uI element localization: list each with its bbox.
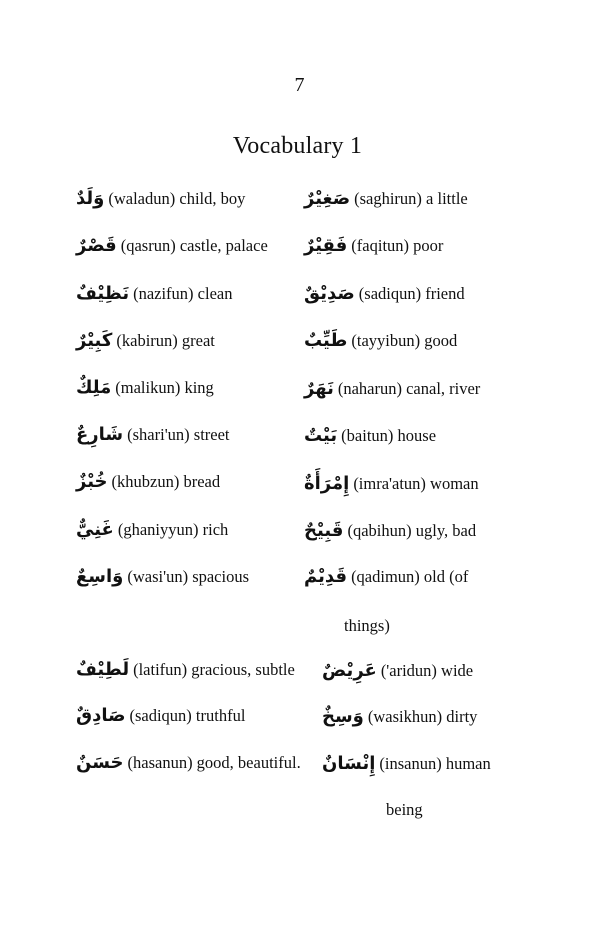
arabic-word: طَيِّبٌ [304,330,348,351]
transliteration-meaning: (insanun) human [379,754,491,773]
transliteration-meaning: (wasikhun) dirty [367,707,478,726]
arabic-word: حَسَنٌ [76,752,124,773]
transliteration-meaning: (nazifun) clean [133,284,233,303]
vocab-entry [322,705,477,729]
vocab-entry [304,519,476,543]
arabic-word: وَلَدٌ [76,188,105,209]
arabic-word: قَدِيْمٌ [304,566,348,587]
vocab-entry [304,565,468,589]
transliteration-meaning: (hasanun) good, beautiful. [127,753,301,772]
vocab-entry [304,329,457,353]
arabic-word: وَاسِعٌ [76,566,124,587]
continuation-text: being [386,800,423,819]
vocab-entry [76,329,215,353]
vocab-entry [76,423,230,447]
transliteration-meaning: (malikun) king [115,378,214,397]
vocab-entry [322,659,473,683]
arabic-word: صَدِيْقٌ [304,283,355,304]
arabic-word: نَظِيْفٌ [76,283,130,304]
arabic-word: غَنِيٌّ [76,519,114,540]
vocab-entry [76,376,214,400]
page-number [0,74,595,97]
arabic-word: إِمْرَأَةٌ [304,473,350,494]
arabic-word: قَبِيْحٌ [304,520,344,541]
transliteration-meaning: (latifun) gracious, subtle [133,660,295,679]
vocab-entry [76,751,301,775]
transliteration-meaning: (tayyibun) good [351,331,458,350]
transliteration-meaning: (waladun) child, boy [108,189,246,208]
vocab-entry [76,282,232,306]
vocab-entry [76,470,220,494]
vocab-entry [304,472,479,496]
transliteration-meaning: (naharun) canal, river [337,379,481,398]
transliteration-meaning: (qadimun) old (of [351,567,469,586]
transliteration-meaning: (shari'un) street [127,425,230,444]
arabic-word: مَلِكٌ [76,377,112,398]
arabic-word: صَادِقٌ [76,705,126,726]
arabic-word: فَقِيْرٌ [304,235,348,256]
transliteration-meaning: (saghirun) a little [354,189,468,208]
arabic-word: بَيْتٌ [304,425,338,446]
transliteration-meaning: (qasrun) castle, palace [120,236,268,255]
arabic-word: نَهَرٌ [304,378,334,399]
vocab-entry [76,234,268,258]
arabic-word: قَصْرٌ [76,235,117,256]
arabic-word: إِنْسَانٌ [322,753,376,774]
vocab-entry [304,424,436,448]
transliteration-meaning: (sadiqun) friend [358,284,465,303]
transliteration-meaning: (faqitun) poor [351,236,444,255]
arabic-word: وَسِخٌ [322,706,364,727]
transliteration-meaning: (wasi'un) spacious [127,567,250,586]
page-number-text: 7 [294,74,305,96]
vocab-entry [76,518,228,542]
arabic-word: كَبِيْرٌ [76,330,113,351]
transliteration-meaning: (baitun) house [341,426,437,445]
arabic-word: خُبْزٌ [76,471,108,492]
vocab-entry [304,234,443,258]
continuation-text: things) [344,616,390,635]
vocab-entry [304,282,465,306]
arabic-word: صَغِيْرٌ [304,188,351,209]
transliteration-meaning: (khubzun) bread [111,472,221,491]
transliteration-meaning: (qabihun) ugly, bad [347,521,477,540]
vocab-entry [76,187,245,211]
vocab-entry [304,377,480,401]
vocab-entry [322,752,491,776]
vocab-entry [76,658,295,682]
vocab-entry [76,704,245,728]
vocab-entry [76,565,249,589]
vocab-entry [304,187,468,211]
transliteration-meaning: (imra'atun) woman [353,474,479,493]
arabic-word: عَرِيْضٌ [322,660,377,681]
transliteration-meaning: ('aridun) wide [380,661,474,680]
arabic-word: لَطِيْفٌ [76,659,130,680]
transliteration-meaning: (ghaniyyun) rich [117,520,229,539]
transliteration-meaning: (sadiqun) truthful [129,706,246,725]
page-title: Vocabulary 1 [232,133,363,159]
arabic-word: شَارِعٌ [76,424,124,445]
transliteration-meaning: (kabirun) great [116,331,215,350]
